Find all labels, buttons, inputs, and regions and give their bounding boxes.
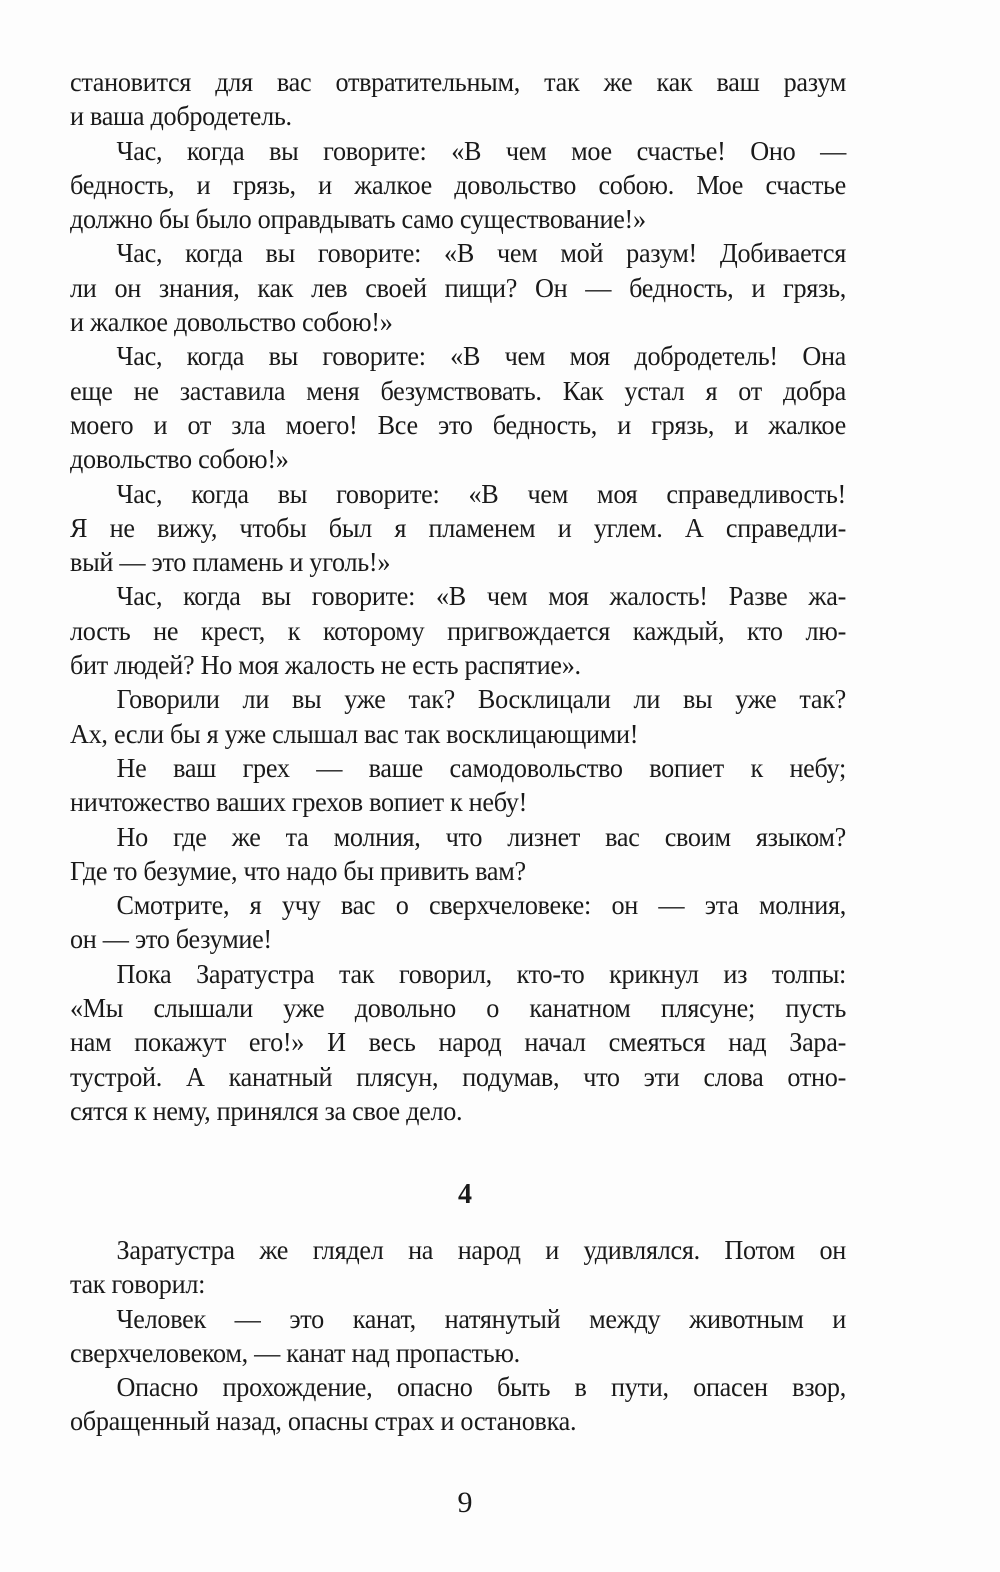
text-line: Час, когда вы говорите: «В чем моя справедливость! xyxy=(116,478,846,509)
text-line: «Мы слышали уже довольно о канатном плясуне; пусть xyxy=(70,993,846,1024)
text-line: становится для вас отвратительным, так же как ваш разум xyxy=(70,67,846,97)
text-line: так говорил: xyxy=(70,1269,206,1300)
text-line: Не ваш грех — ваше самодовольство вопиет к небу; xyxy=(116,752,846,783)
text-line: бедность, и грязь, и жалкое довольство собою. Мое счастье xyxy=(70,169,846,200)
text-line: Заратустра же глядел на народ и удивлялся. Потом он xyxy=(116,1235,846,1265)
text-line: должно бы было оправдывать само существование!» xyxy=(70,204,646,235)
text-line: Опасно прохождение, опасно быть в пути, опасен взор, xyxy=(116,1372,846,1403)
text-line: довольство собою!» xyxy=(70,444,289,475)
text-block-section-4 xyxy=(70,1233,846,1439)
text-line: нам покажут его!» И весь народ начал смеяться над Зара- xyxy=(70,1027,846,1058)
page-number: 9 xyxy=(457,1486,473,1519)
text-line: он — это безумие! xyxy=(70,924,272,955)
text-line: Я не вижу, чтобы был я пламенем и углем. А справедли- xyxy=(70,512,846,543)
text-line: моего и от зла моего! Все это бедность, и грязь, и жалкое xyxy=(70,409,846,440)
text-line: Человек — это канат, натянутый между животным и xyxy=(116,1303,846,1334)
text-line: Говорили ли вы уже так? Восклицали ли вы уже так? xyxy=(116,684,846,715)
text-line: Час, когда вы говорите: «В чем моя жалость! Разве жа- xyxy=(116,581,846,612)
section-heading: 4 xyxy=(458,1179,472,1210)
text-line: еще не заставила меня безумствовать. Как устал я от добра xyxy=(70,375,846,406)
text-line: Час, когда вы говорите: «В чем мое счастье! Оно — xyxy=(116,135,846,166)
text-line: лость не крест, к которому пригвождается каждый, кто лю- xyxy=(70,615,846,646)
text-line: сятся к нему, принялся за свое дело. xyxy=(70,1095,463,1126)
text-line: Смотрите, я учу вас о сверхчеловеке: он — эта молния, xyxy=(116,890,846,921)
text-line: сверхчеловеком, — канат над пропастью. xyxy=(70,1337,520,1368)
text-line: обращенный назад, опасны страх и остановка. xyxy=(70,1406,577,1437)
text-line: ничтожество ваших грехов вопиет к небу! xyxy=(70,787,528,818)
text-line: Час, когда вы говорите: «В чем моя добродетель! Она xyxy=(116,341,846,372)
text-line: тустрой. А канатный плясун, подумав, что эти слова отно- xyxy=(70,1061,846,1092)
text-line: Час, когда вы говорите: «В чем мой разум! Добивается xyxy=(116,238,846,269)
text-line: Но где же та молния, что лизнет вас своим языком? xyxy=(116,821,846,852)
text-line: Пока Заратустра так говорил, кто-то крикнул из толпы: xyxy=(116,958,846,989)
text-line: Где то безумие, что надо бы привить вам? xyxy=(70,855,526,886)
text-line: бит людей? Но моя жалость не есть распятие». xyxy=(70,650,581,681)
text-line: вый — это пламень и уголь!» xyxy=(70,547,391,578)
text-block-section-3-end xyxy=(70,65,846,1128)
text-line: и ваша добродетель. xyxy=(70,101,292,132)
text-line: Ах, если бы я уже слышал вас так восклицающими! xyxy=(70,718,639,749)
text-line: и жалкое довольство собою!» xyxy=(70,307,393,338)
text-line: ли он знания, как лев своей пищи? Он — бедность, и грязь, xyxy=(70,272,846,303)
